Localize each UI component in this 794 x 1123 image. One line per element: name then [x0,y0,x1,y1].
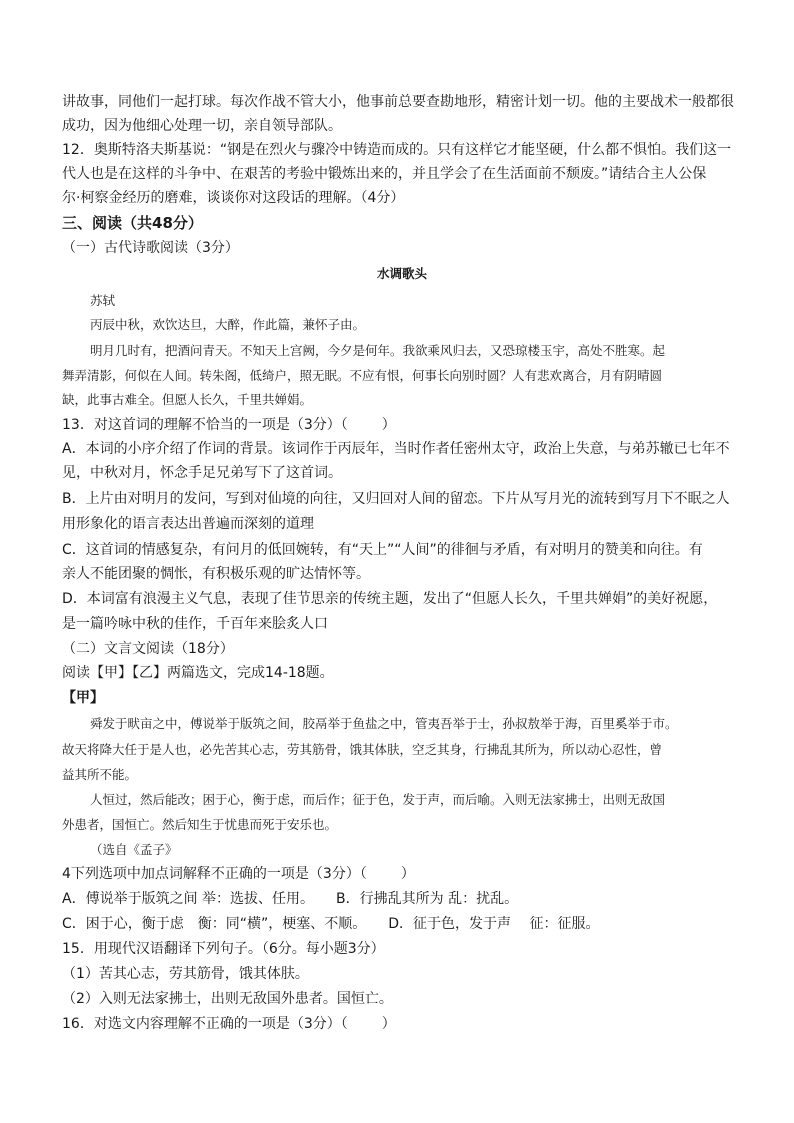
poem-line-3: 缺，此事古难全。但愿人长久，千里共婵娟。 [62,392,313,407]
option-b: B．行拂乱其所为 乱：扰乱。 [336,891,519,907]
question-12-line-3: 尔·柯察金经历的磨难，谈谈你对这段话的理解。（4分） [62,190,405,206]
reading-instruction: 阅读【甲】【乙】两篇选文，完成14-18题。 [62,665,334,681]
question-13-stem-close: ） [381,417,396,433]
question-14-options-row-2 [62,912,742,936]
option-c-line-1: C．这首词的情感复杂，有问月的低回婉转，有“天上”“人间”的徘徊与矛盾，有对明月的赞美和向往。有 [62,542,703,558]
intro-line-1: 讲故事，同他们一起打球。每次作战不管大小，他事前总要查勘地形，精密计划一切。他的主要战术一般都很 [62,94,734,110]
poem-title: 水调歌头 [376,266,427,281]
question-15-stem: 15．用现代汉语翻译下列句子。（6分。每小题3分） [62,941,385,957]
option-a: A．傅说举于版筑之间 举：选拔、任用。 [62,891,315,907]
question-15-sentence-1: （1）苦其心志，劳其筋骨，饿其体肤。 [62,966,309,982]
question-15-sentence-2: （2）入则无法家拂士，出则无敌国外患者。国恒亡。 [62,991,393,1007]
question-13-stem-text: 13．对这首词的理解不恰当的一项是（3分）（ [62,417,348,433]
question-14-stem [62,862,742,886]
question-14-options-row-1 [62,887,742,911]
passage-jia-line-1: 舜发于畎亩之中，傅说举于版筑之间，胶鬲举于鱼盐之中，管夷吾举于士，孙叔敖举于海，百里奚举于市。 [90,716,678,731]
option-d-line-1: D．本词富有浪漫主义气息，表现了佳节思亲的传统主题，发出了“但愿人长久，千里共婵娟”的美好祝愿， [62,591,718,607]
poem-author: 苏轼 [90,293,116,308]
option-a-line-1: A．本词的小序介绍了作词的背景。该词作于丙辰年，当时作者任密州太守，政治上失意，与弟苏辙已七年不 [62,441,730,457]
option-d: D．征于色，发于声 征：征服。 [388,916,600,932]
section-3-title: 三、阅读（共48分） [62,214,203,232]
option-b-line-1: B．上片由对明月的发问，写到对仙境的向往，又归回对人间的留恋。下片从写月光的流转到写月下不眠之人 [62,491,730,507]
question-14-stem-text: 4下列选项中加点词解释不正确的一项是（3分）（ [62,866,367,882]
intro-line-2: 成功，因为他细心处理一切，亲自领导部队。 [62,118,342,134]
poem-line-2: 舞弄清影，何似在人间。转朱阁，低绮户，照无眠。不应有恨，何事长向别时圆？人有悲欢离合，月有阴晴圆 [62,368,663,383]
question-12-line-2: 代人也是在这样的斗争中、在艰苦的考验中锻炼出来的，并且学会了在生活面前不颓废。”请结合主人公保 [62,166,707,182]
poem-preface: 丙辰中秋，欢饮达旦，大醉，作此篇，兼怀子由。 [90,317,366,332]
option-d-line-2: 是一篇吟咏中秋的佳作，千百年来脍炙人口 [62,616,328,632]
question-16-stem-text: 16．对选文内容理解不正确的一项是（3分）（ [62,1016,348,1032]
poem-line-1: 明月几时有，把酒问青天。不知天上宫阙，今夕是何年。我欲乘风归去，又恐琼楼玉宇，高处不胜寒。起 [90,343,666,358]
passage-jia-line-4: 人恒过，然后能改；困于心，衡于虑，而后作；征于色，发于声，而后喻。入则无法家拂士，出则无敌国 [90,792,666,807]
question-16-stem [62,1012,742,1036]
classical-part-title: （二）文言文阅读（18分） [62,641,234,657]
question-12-line-1: 12．奥斯特洛夫斯基说：“钢是在烈火与骤冷中铸造而成的。只有这样它才能坚硬，什么都不惧怕。我们这一 [62,142,732,158]
passage-jia-line-3: 益其所不能。 [62,767,138,782]
passage-jia-line-2: 故天将降大任于是人也，必先苦其心志，劳其筋骨，饿其体肤，空乏其身，行拂乱其所为，所以动心忍性，曾 [62,742,663,757]
option-b-line-2: 用形象化的语言表达出普遍而深刻的道理 [62,516,314,532]
question-16-stem-close: ） [381,1016,396,1032]
question-14-stem-close: ） [400,866,415,882]
option-c-line-2: 亲人不能团聚的惆怅，有积极乐观的旷达情怀等。 [62,566,370,582]
passage-jia-line-5: 外患者，国恒亡。然后知生于忧患而死于安乐也。 [62,817,338,832]
passage-jia-label: 【甲】 [62,690,104,706]
poetry-part-title: （一）古代诗歌阅读（3分） [62,240,239,256]
option-c: C．困于心，衡于虑 衡：同“横”，梗塞、不顺。 [62,916,367,932]
passage-source: （选自《孟子》 [90,842,178,857]
option-a-line-2: 见，中秋对月，怀念手足兄弟写下了这首词。 [62,465,342,481]
question-13-stem [62,413,742,437]
